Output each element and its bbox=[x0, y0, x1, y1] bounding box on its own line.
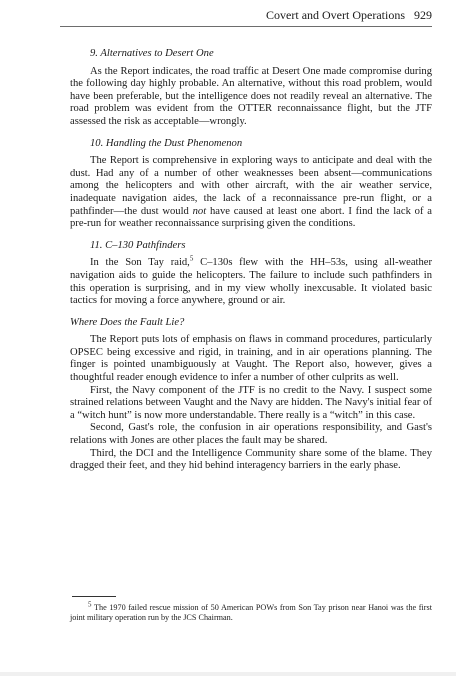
paragraph-9: As the Report indicates, the road traffic at Desert One made compromise during the following day highly probable. An alternative, without this road problem, would have been preferable, but the intelligence does not readily reveal an alternative. The road problem was evident from the OTTER reconnaissance flight, but the JTF assessed the risk as acceptable—wrongly. bbox=[70, 65, 432, 127]
paragraph-10 bbox=[70, 155, 432, 231]
page-bottom-edge bbox=[0, 672, 456, 676]
section-heading-10: 10. Handling the Dust Phenomenon bbox=[90, 137, 243, 149]
header-rule bbox=[60, 26, 432, 27]
emphasis-not: not bbox=[192, 205, 207, 217]
footnote-text: The 1970 failed rescue mission of 50 American POWs from Son Tay prison near Hanoi was the first joint military operation run by the JCS Chairman. bbox=[70, 603, 432, 623]
running-header bbox=[60, 7, 432, 23]
header-title: Covert and Overt Operations bbox=[266, 8, 405, 22]
fault-paragraph-2: First, the Navy component of the JTF is no credit to the Navy. I suspect some strained relations between Vaught and the Navy are hidden. The Navy's initial fear of a “witch hunt” is now more understandable. There really is a “witch” in this case. bbox=[70, 384, 432, 421]
section-heading-11: 11. C–130 Pathfinders bbox=[90, 239, 186, 251]
paragraph-10-part-a: The Report is comprehensive in exploring ways to anticipate and deal with the dust. Had any of a number of other weaknesses been absent—communications among the helicopters and with other aircraft, with the air weather service, inadequate navigation aides, the lack of a reconnaissance pre-run flight, or a pathfinder—the dust would bbox=[70, 155, 432, 217]
footnote-rule bbox=[72, 596, 116, 597]
paragraph-11 bbox=[70, 254, 432, 307]
page-number: 929 bbox=[414, 8, 432, 22]
fault-heading: Where Does the Fault Lie? bbox=[70, 316, 185, 328]
paragraph-10-part-b: have caused at least one abort. I find the lack of a pre-run for weather reconnaissance surprising given the conditions. bbox=[70, 205, 432, 230]
footnote-reference: 5 bbox=[189, 254, 194, 263]
footnote-number: 5 bbox=[88, 600, 92, 609]
footnote bbox=[70, 600, 432, 624]
paragraph-11-part-b: C–130s flew with the HH–53s, using all-weather navigation aids to guide the helicopters. The failure to include such pathfinders in this operation is surprising, and in my view wholly inexcusable. It violated basic tactics for moving a force anywhere, ground or air. bbox=[70, 257, 432, 307]
fault-paragraph-1: The Report puts lots of emphasis on flaws in command procedures, particularly OPSEC being excessive and rigid, in training, and in air operations planning. The finger is pointed unambiguously at Vaught. The Report also, however, gives a thoughtful reader enough evidence to infer a number of other culprits as well. bbox=[70, 334, 432, 384]
section-heading-9: 9. Alternatives to Desert One bbox=[90, 48, 214, 59]
fault-paragraph-4: Third, the DCI and the Intelligence Community share some of the blame. They dragged their feet, and they hid behind interagency barriers in the early phase. bbox=[70, 447, 432, 472]
fault-paragraph-3: Second, Gast's role, the confusion in air operations responsibility, and Gast's relations with Jones are other places the fault may be shared. bbox=[70, 422, 432, 447]
body-text bbox=[70, 48, 432, 473]
paragraph-11-part-a: In the Son Tay raid, bbox=[90, 257, 190, 269]
